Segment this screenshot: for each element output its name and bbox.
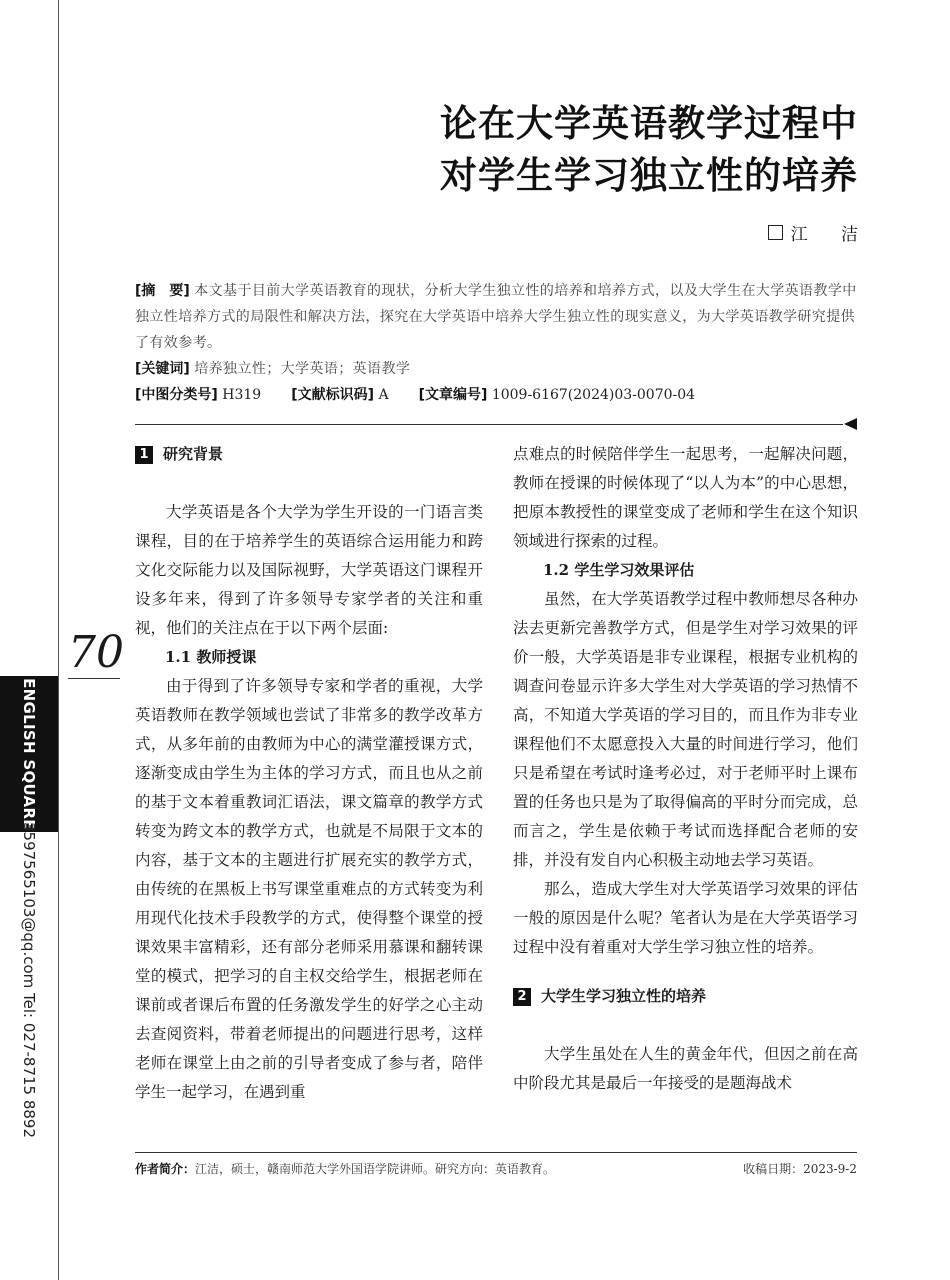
paragraph-5: 大学生虽处在人生的黄金年代，但因之前在高中阶段尤其是最后一年接受的是题海战术 <box>513 1045 858 1092</box>
author-line <box>768 220 872 245</box>
subsection-1-1-heading: 1.1 教师授课 <box>165 648 257 666</box>
contact-info: 3597565103@qq.com Tel: 027-8715 8892 <box>20 821 38 1139</box>
paragraph-2: 由于得到了许多领导专家和学者的重视，大学英语教师在教学领域也尝试了非常多的教学改革方式，从多年前的由教师为中心的满堂灌授课方式，逐渐变成由学生为主体的学习方式，而且也从之前的基于文本着重教词汇语法，课文篇章的教学方式转变为跨文本的教学方式，也就是不局限于文本的内容，基于文本的主题进行扩展充实的教学方式，由传统的在黑板上书写课堂重难点的方式转变为利用现代化技术手段教学的方式，使得整个课堂的授课效果丰富精彩，还有部分老师采用慕课和翻转课堂的模式，把学习的自主权交给学生，根据老师在课前或者课后布置的任务激发学生的好学之心主动去查阅资料，带着老师提出的问题进行思考，这样老师在课堂上由之前的引导者变成了参与者，陪伴学生一起学习，在遇到重 <box>135 677 483 1101</box>
article-no-value: 1009-6167(2024)03-0070-04 <box>491 387 696 403</box>
classification-line <box>135 382 857 408</box>
journal-name-block <box>0 676 58 832</box>
left-margin-rule <box>58 0 59 1280</box>
paragraph-1: 大学英语是各个大学为学生开设的一门语言类课程，目的在于培养学生的英语综合运用能力和跨文化交际能力以及国际视野，大学英语这门课程开设多年来，得到了许多领导专家学者的关注和重视，他们的关注点在于以下两个层面: <box>135 503 483 637</box>
section-1-heading <box>135 440 483 469</box>
title-line-1: 论在大学英语教学过程中 <box>440 102 858 145</box>
keywords-text: 培养独立性；大学英语；英语教学 <box>194 361 411 377</box>
author-bio-label: 作者简介： <box>135 1162 196 1176</box>
paragraph-4: 那么，造成大学生对大学英语学习效果的评估一般的原因是什么呢？笔者认为是在大学英语学习过程中没有着重对大学生学习独立性的培养。 <box>513 880 858 956</box>
section-1-number: 1 <box>135 446 153 464</box>
received-date: 收稿日期：2023-9-2 <box>743 1162 857 1176</box>
author-name: 江 洁 <box>790 225 872 245</box>
footer <box>135 1160 857 1177</box>
subsection-1-2-heading: 1.2 学生学习效果评估 <box>543 561 695 579</box>
keywords-label: [关键词] <box>135 361 190 377</box>
spacer <box>513 962 858 982</box>
body-column-right <box>513 440 858 1098</box>
abstract-block <box>135 278 857 408</box>
article-title <box>440 98 858 202</box>
footer-rule <box>135 1152 857 1153</box>
keywords <box>135 356 857 382</box>
clc-value: H319 <box>222 387 262 403</box>
spacer <box>135 469 483 498</box>
author-box-icon <box>768 225 783 240</box>
spacer <box>513 1011 858 1040</box>
page-number-underline <box>68 678 120 679</box>
section-2-title: 大学生学习独立性的培养 <box>541 987 707 1005</box>
clc-label: [中图分类号] <box>135 387 218 403</box>
title-line-2: 对学生学习独立性的培养 <box>440 154 858 197</box>
paragraph-3: 虽然，在大学英语教学过程中教师想尽各种办法去更新完善教学方式，但是学生对学习效果的评价一般，大学英语是非专业课程，根据专业机构的调查问卷显示许多大学生对大学英语的学习热情不高，不知道大学英语的学习目的，而且作为非专业课程他们不太愿意投入大量的时间进行学习，他们只是希望在考试时逢考必过，对于老师平时上课布置的任务也只是为了取得偏高的平时分而完成，总而言之，学生是依赖于考试而选择配合老师的安排，并没有发自内心积极主动地去学习英语。 <box>513 590 858 869</box>
section-1-title: 研究背景 <box>163 445 224 463</box>
body-column-left <box>135 440 483 1107</box>
doc-code-label: [文献标识码] <box>291 387 374 403</box>
doc-code-value: A <box>378 387 389 403</box>
abstract-text: 本文基于目前大学英语教育的现状，分析大学生独立性的培养和培养方式，以及大学生在大学英语教学中独立性培养方式的局限性和解决方法，探究在大学英语中培养大学生独立性的现实意义，为大学英语教学研究提供了有效参考。 <box>135 283 857 351</box>
section-2-heading <box>513 982 858 1011</box>
abstract <box>135 278 857 356</box>
article-no-label: [文章编号] <box>418 387 488 403</box>
page-number: 70 <box>68 627 124 678</box>
author-bio <box>135 1160 555 1177</box>
divider-arrow-icon <box>844 418 857 430</box>
abstract-label: [摘 要] <box>135 283 190 299</box>
section-2-number: 2 <box>513 988 531 1006</box>
abstract-divider <box>135 424 843 425</box>
journal-name: ENGLISH SQUARE <box>20 678 38 830</box>
paragraph-2-continued: 点难点的时候陪伴学生一起思考，一起解决问题，教师在授课的时候体现了“以人为本”的中心思想，把原本教授性的课堂变成了老师和学生在这个知识领域进行探索的过程。 <box>513 445 858 550</box>
author-bio-text: 江洁，硕士，赣南师范大学外国语学院讲师。研究方向：英语教育。 <box>195 1162 556 1176</box>
